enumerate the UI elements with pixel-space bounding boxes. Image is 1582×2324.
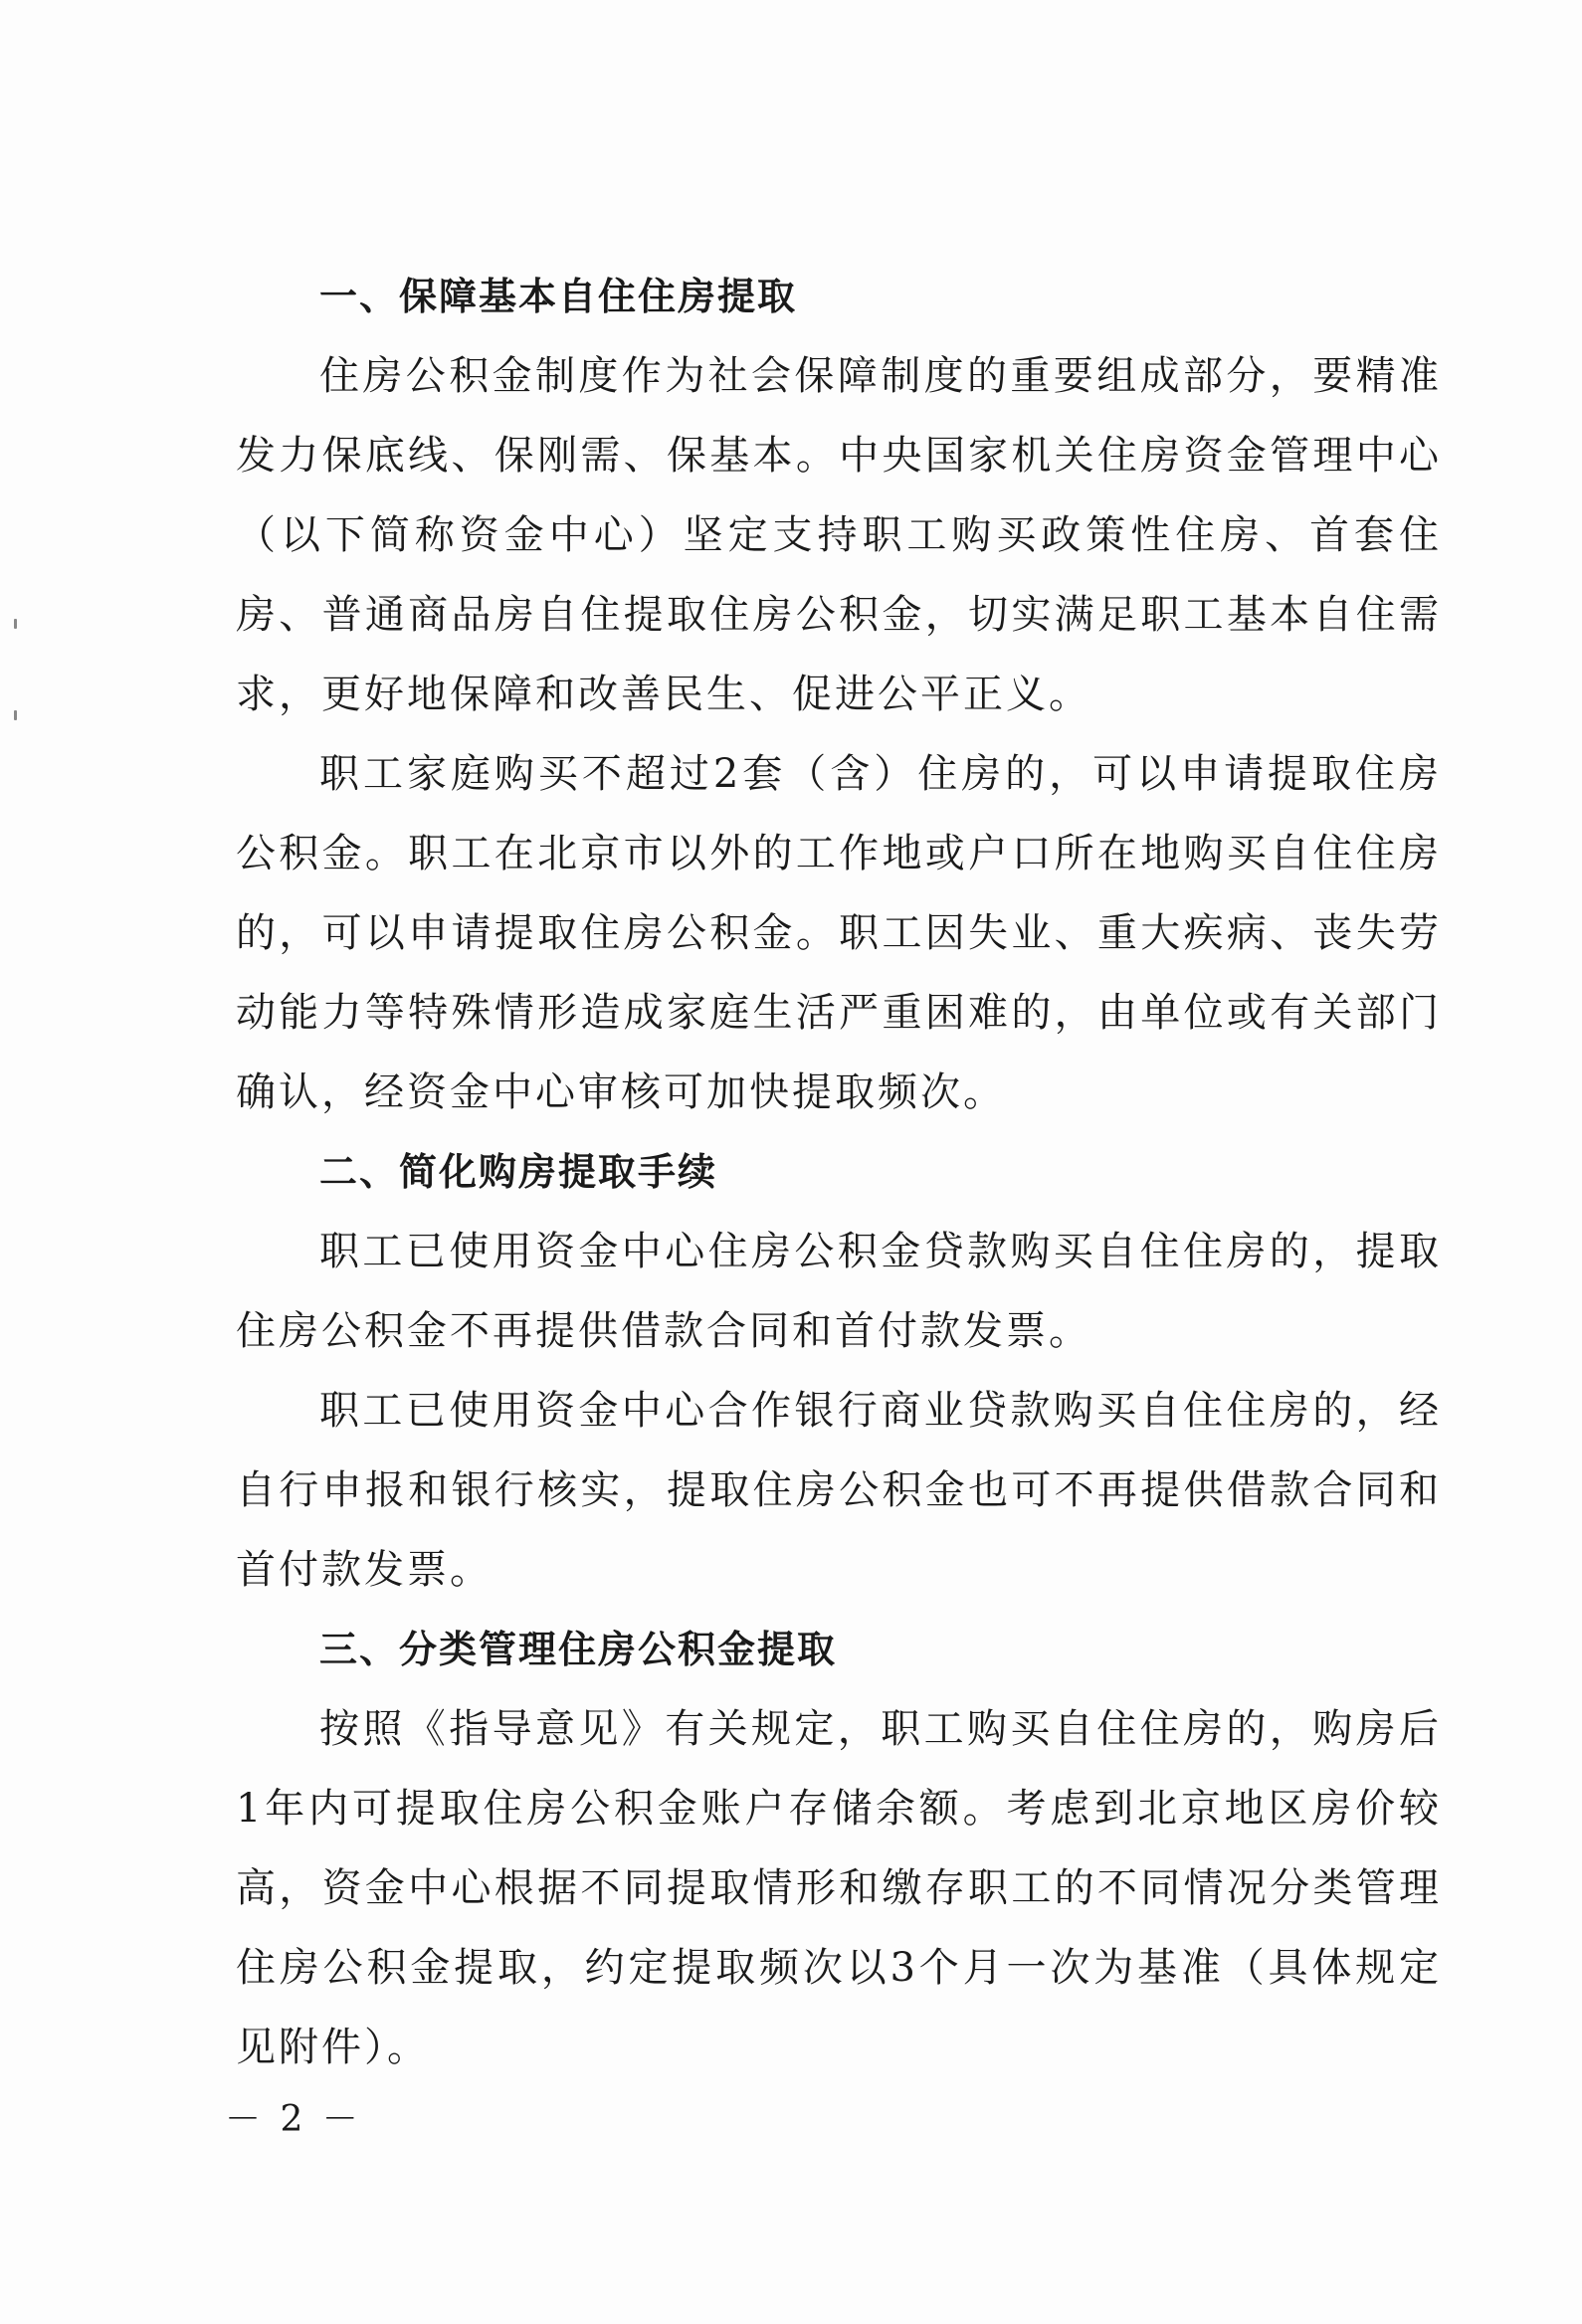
paragraph-1-2: 职工家庭购买不超过2套（含）住房的，可以申请提取住房公积金。职工在北京市以外的工作地或户口所在地购买自住住房的，可以申请提取住房公积金。职工因失业、重大疾病、丧失劳动能力等特殊情形造成家庭生活严重困难的，由单位或有关部门确认，经资金中心审核可加快提取频次。 — [236, 751, 1442, 1115]
paragraph-2-2: 职工已使用资金中心合作银行商业贷款购买自住住房的，经自行申报和银行核实，提取住房公积金也可不再提供借款合同和首付款发票。 — [236, 1388, 1442, 1593]
paragraph-2-1: 职工已使用资金中心住房公积金贷款购买自住住房的，提取住房公积金不再提供借款合同和首付款发票。 — [236, 1229, 1442, 1354]
page-number: － 2 － — [225, 2099, 362, 2140]
document-body — [236, 257, 1442, 2087]
binding-hole-mark — [14, 619, 17, 629]
paragraph-1-1: 住房公积金制度作为社会保障制度的重要组成部分，要精准发力保底线、保刚需、保基本。中央国家机关住房资金管理中心（以下简称资金中心）坚定支持职工购买政策性住房、首套住房、普通商品房自住提取住房公积金，切实满足职工基本自住需求，更好地保障和改善民生、促进公平正义。 — [236, 353, 1442, 717]
paragraph-3-1: 按照《指导意见》有关规定，职工购买自住住房的，购房后1年内可提取住房公积金账户存储余额。考虑到北京地区房价较高，资金中心根据不同提取情形和缴存职工的不同情况分类管理住房公积金提取，约定提取频次以3个月一次为基准（具体规定见附件）。 — [236, 1706, 1442, 2070]
binding-hole-mark — [14, 710, 17, 720]
section-heading-2: 二、简化购房提取手续 — [319, 1150, 718, 1194]
section-heading-3: 三、分类管理住房公积金提取 — [319, 1628, 838, 1671]
section-heading-1: 一、保障基本自住住房提取 — [319, 275, 798, 318]
